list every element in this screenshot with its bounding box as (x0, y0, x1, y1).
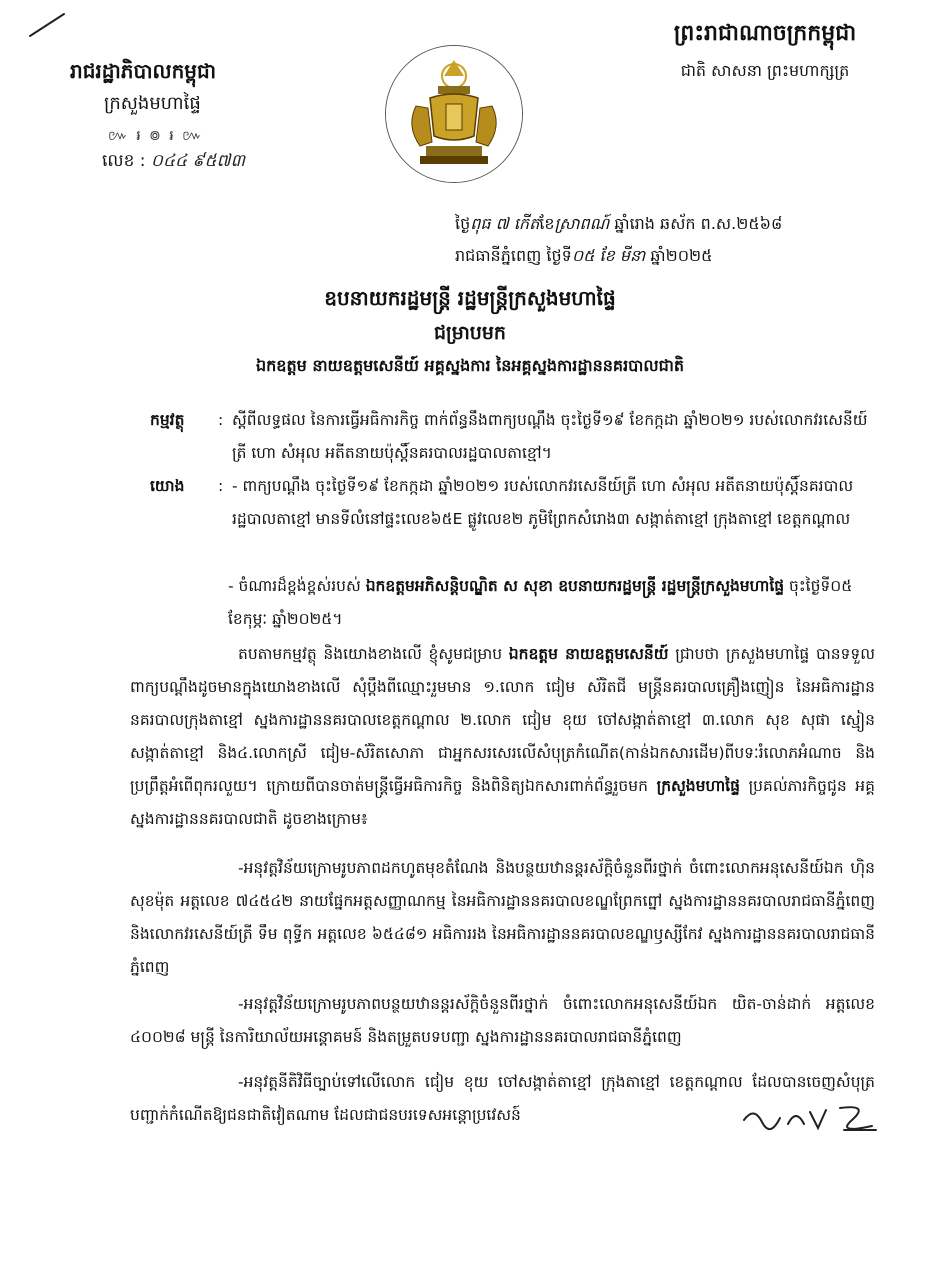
reference-number (102, 150, 245, 175)
body-paragraph-2: -អនុវត្តវិន័យក្រោមរូបភាពដកហូតមុខតំណែង និងបន្ថយឋានន្តរស័ក្តិចំនួនពីរថ្នាក់ ចំពោះលោកអនុសេនីយ៍ឯក ហ៊ិន សុខម៉ុត អត្តលេខ ៧៤៥៤២ នាយផ្នែកអត្តសញ្ញាណកម្ម នៃអធិការដ្ឋាននគរបាលខណ្ឌព្រែកព្នៅ ស្នងការដ្ឋាននគរបាលរាជធានីភ្នំពេញ និងលោកវរសេនីយ៍ត្រី ទឹម ពុទ្ធីក អត្តលេខ ៦៥៤៨១ អធិការរង នៃអធិការដ្ឋាននគរបាលខណ្ឌឫស្សីកែវ ស្នងការដ្ឋាននគរបាលរាជធានីភ្នំពេញ (130, 859, 875, 976)
royal-arms-emblem-icon (385, 45, 523, 183)
body-paragraph-1: តបតាមកម្មវត្ថុ និងយោងខាងលើ ខ្ញុំសូមជម្រាប ឯកឧត្តម នាយឧត្តមសេនីយ៍ ជ្រាបថា ក្រសួងមហាផ្ទៃ បានទទួលពាក្យបណ្តឹងដូចមានក្នុងយោងខាងលើ សុំប្តឹងពីឈ្មោះរួមមាន ១.លោក ជៀម ស័រិតជី មន្ត្រីនគរបាលគ្រឿងញៀន នៃអធិការដ្ឋាននគរបាលក្រុងតាខ្មៅ ស្នងការដ្ឋាននគរបាលខេត្តកណ្តាល ២.លោក ជៀម ខុយ ចៅសង្កាត់តាខ្មៅ ៣.លោក សុខ សុផា ស្មៀនសង្កាត់តាខ្មៅ និង៤.លោកស្រី ជៀម-ស័រិតសោភា ជាអ្នកសរសេរលើសំបុត្រកំណើត(កាន់ឯកសារដើម)ពីបទៈរំលោភអំណាច និងប្រព្រឹត្តអំពើពុករលួយ។ ក្រោយពីបានចាត់មន្ត្រីធ្វើអធិការកិច្ច និងពិនិត្យឯកសារពាក់ព័ន្ធរួចមក ក្រសួងមហាផ្ទៃ ប្រគល់ភារកិច្ចជូន អគ្គស្នងការដ្ឋាននគរបាលជាតិ ដូចខាងក្រោម៖ (130, 645, 875, 828)
lunar-date: ថ្ងៃពុធ ៧ កើតខែស្រាពណ៍ ឆ្នាំរោង ឆស័ក ព.ស.២៥៦៨ (455, 214, 783, 233)
body-paragraph-3: -អនុវត្តវិន័យក្រោមរូបភាពបន្ថយឋានន្តរស័ក្តិចំនួនពីរថ្នាក់ ចំពោះលោកអនុសេនីយ៍ឯក យិត-ចាន់ដាក់ អត្តលេខ ៤០០២៨ មន្ត្រី នៃការិយាល័យអន្តោគមន៍ និងតម្រួតបទបញ្ជា ស្នងការដ្ឋាននគរបាលរាជធានីភ្នំពេញ (130, 995, 875, 1046)
recipient-title: ឯកឧត្តម នាយឧត្តមសេនីយ៍ អគ្គស្នងការ នៃអគ្គស្នងការដ្ឋាននគរបាលជាតិ (255, 356, 685, 375)
salutation: ជម្រាបមក (434, 322, 506, 344)
national-motto: ជាតិ សាសនា ព្រះមហាក្សត្រ (680, 61, 850, 80)
kingdom-header (625, 18, 905, 82)
subject-label: កម្មវត្ថុ (150, 411, 185, 429)
government-name: រាជរដ្ឋាភិបាលកម្ពុជា (70, 59, 216, 83)
reference-value: ០៤៤ ៩៥៧៣ (150, 151, 245, 171)
sender-title: ឧបនាយករដ្ឋមន្ត្រី រដ្ឋមន្ត្រីក្រសួងមហាផ្ទៃ (324, 286, 616, 310)
reference-field: យោង : - ពាក្យបណ្តឹង ចុះថ្ងៃទី១៩ ខែកក្កដា ឆ្នាំ២០២១ របស់លោកវរសេនីយ៍ត្រី ហោ សំអុល អតីតនាយប៉ុស្តិ៍នគរបាលរដ្ឋបាលតាខ្មៅ មានទីលំនៅផ្ទះលេខ៦៥E ផ្លូវលេខ២ ភូមិព្រែកសំរោង៣ សង្កាត់តាខ្មៅ ក្រុងតាខ្មៅ ខេត្តកណ្តាល (150, 470, 870, 536)
reference-item-1: - ពាក្យបណ្តឹង ចុះថ្ងៃទី១៩ ខែកក្កដា ឆ្នាំ២០២១ របស់លោកវរសេនីយ៍ត្រី ហោ សំអុល អតីតនាយប៉ុស្តិ៍នគរបាលរដ្ឋបាលតាខ្មៅ មានទីលំនៅផ្ទះលេខ៦៥E ផ្លូវលេខ២ ភូមិព្រែកសំរោង៣ សង្កាត់តាខ្មៅ ក្រុងតាខ្មៅ ខេត្តកណ្តាល (232, 477, 854, 528)
reference-label: លេខ : (102, 151, 146, 171)
addressing-block (150, 283, 790, 379)
reference-field-label: យោង (150, 477, 185, 495)
body-paragraph-4: -អនុវត្តនីតិវិធីច្បាប់ទៅលើលោក ជៀម ខុយ ចៅសង្កាត់តាខ្មៅ ក្រុងតាខ្មៅ ខេត្តកណ្តាល ដែលបានចេញសំបុត្របញ្ជាក់កំណើតឱ្យជនជាតិវៀតណាម ដែលជាជនបរទេសអន្តោប្រវេសន៍ (130, 1073, 875, 1124)
subject-text: ស្តីពីលទ្ធផល នៃការធ្វើអធិការកិច្ច ពាក់ព័ន្ធនឹងពាក្យបណ្តឹង ចុះថ្ងៃទី១៩ ខែកក្កដា ឆ្នាំ២០២១ របស់លោកវរសេនីយ៍ត្រី ហោ សំអុល អតីតនាយប៉ុស្តិ៍នគរបាលរដ្ឋបាលតាខ្មៅ។ (232, 411, 868, 462)
solar-date: រាជធានីភ្នំពេញ ថ្ងៃទី០៥ ខែ មីនា ឆ្នាំ២០២៥ (455, 246, 713, 265)
date-block (455, 208, 895, 272)
issuing-authority (70, 58, 290, 116)
handwritten-initials-signature (740, 1100, 880, 1136)
subject-field: កម្មវត្ថុ : ស្តីពីលទ្ធផល នៃការធ្វើអធិការកិច្ច ពាក់ព័ន្ធនឹងពាក្យបណ្តឹង ចុះថ្ងៃទី១៩ ខែកក្កដា ឆ្នាំ២០២១ របស់លោកវរសេនីយ៍ត្រី ហោ សំអុល អតីតនាយប៉ុស្តិ៍នគរបាលរដ្ឋបាលតាខ្មៅ។ (150, 404, 870, 470)
kingdom-name: ព្រះរាជាណាចក្រកម្ពុជា (673, 21, 857, 46)
ornament-divider: ៚ ៛ ៙ ៛ ៚ (108, 128, 204, 144)
pen-stroke-mark (28, 10, 68, 40)
ministry-name: ក្រសួងមហាផ្ទៃ (104, 93, 201, 114)
reference-item-2: - ចំណារដ៏ខ្ពង់ខ្ពស់របស់ ឯកឧត្តមអភិសន្តិបណ្ឌិត ស សុខា ឧបនាយករដ្ឋមន្ត្រី រដ្ឋមន្ត្រីក្រសួងមហាផ្ទៃ ចុះថ្ងៃទី០៥ ខែកុម្ភៈ ឆ្នាំ២០២៥។ (228, 577, 853, 628)
